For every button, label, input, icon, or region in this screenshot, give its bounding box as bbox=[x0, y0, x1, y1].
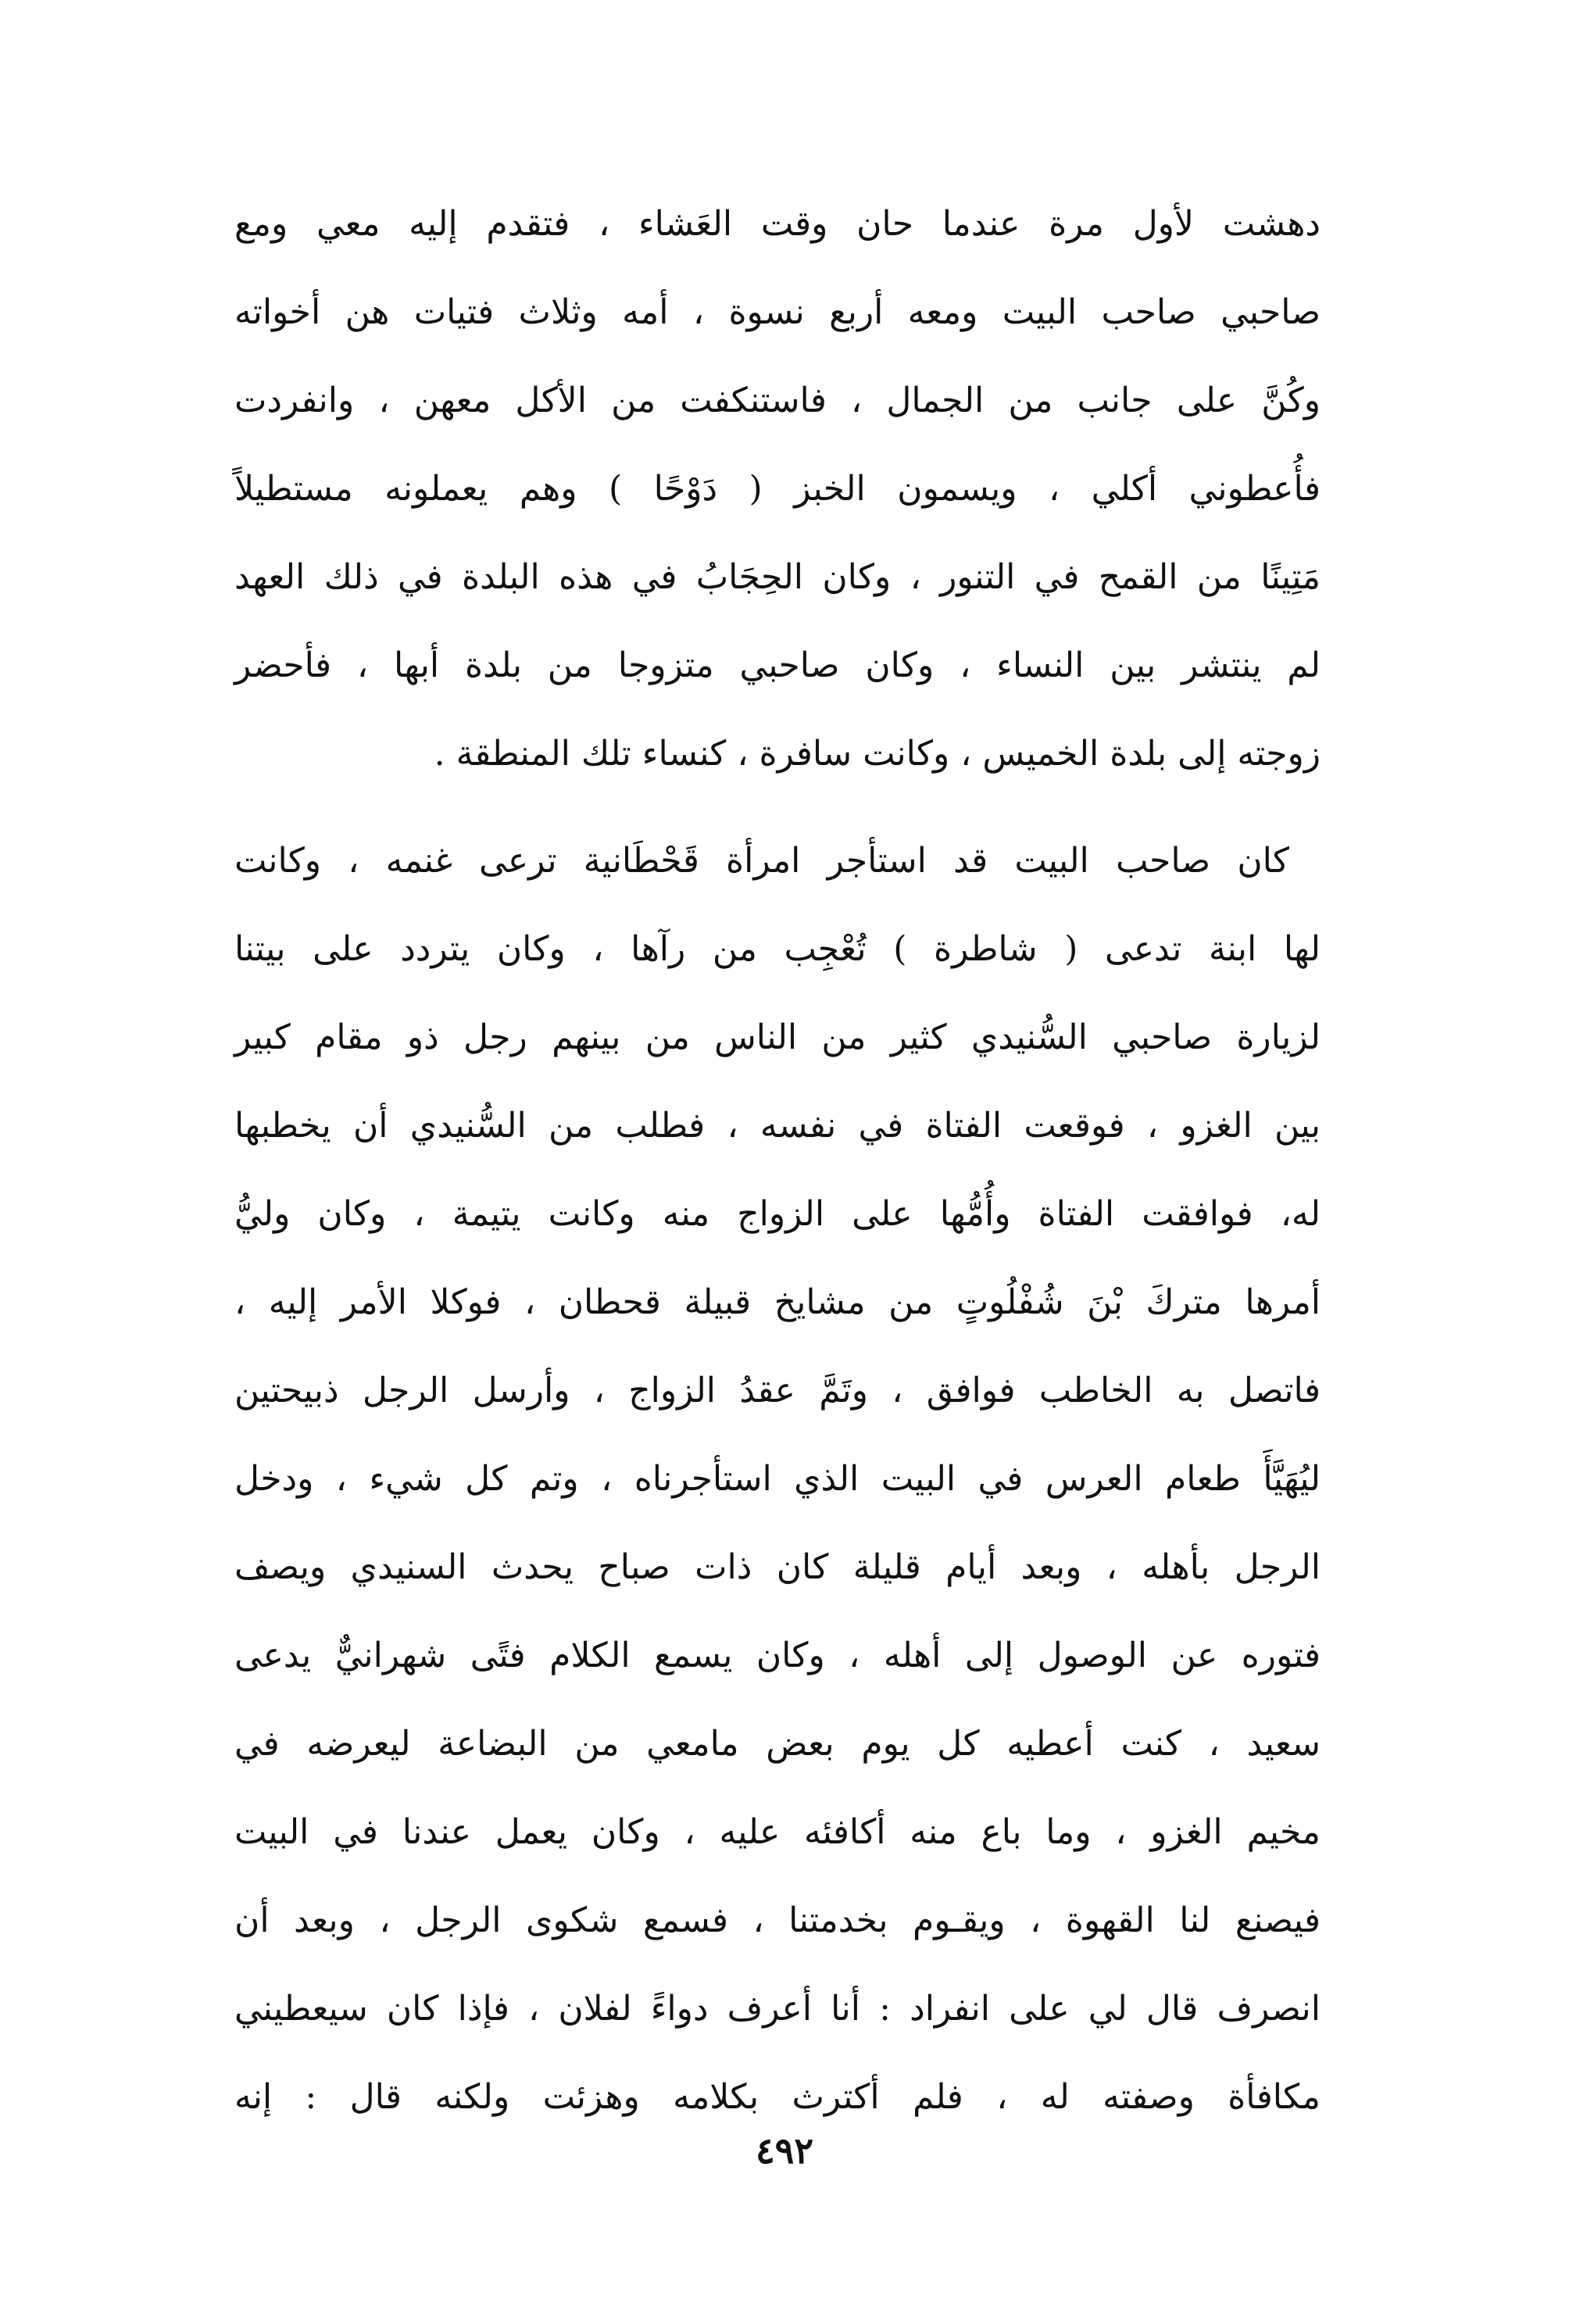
text-line: فاتصل به الخاطب فوافق ، وتَمَّ عقدُ الزواج ، وأرسل الرجل ذبيحتين bbox=[234, 1371, 1321, 1410]
text-line: سعيد ، كنت أعطيه كل يوم بعض مامعي من البضاعة ليعرضه في bbox=[234, 1724, 1321, 1764]
text-line: بين الغزو ، فوقعت الفتاة في نفسه ، فطلب من السُّنيدي أن يخطبها bbox=[234, 1106, 1321, 1146]
text-line: فأُعطوني أكلي ، ويسمون الخبز ( دَوْحًا ) وهم يعملونه مستطيلاً bbox=[234, 469, 1321, 509]
text-line: ليُهَيَّأَ طعام العرس في البيت الذي استأجرناه ، وتم كل شيء ، ودخل bbox=[234, 1459, 1321, 1499]
text-line: مكافأة وصفته له ، فلم أكترث بكلامه وهزئت ولكنه قال : إنه bbox=[234, 2077, 1321, 2117]
paragraph-1 bbox=[234, 180, 1321, 798]
text-line: مخيم الغزو ، وما باع منه أكافئه عليه ، وكان يعمل عندنا في البيت bbox=[234, 1812, 1321, 1852]
text-line: زوجته إلى بلدة الخميس ، وكانت سافرة ، كنساء تلك المنطقة . bbox=[434, 734, 1321, 774]
text-line: وكُنَّ على جانب من الجمال ، فاستنكفت من الأكل معهن ، وانفردت bbox=[234, 381, 1321, 420]
text-line: انصرف قال لي على انفراد : أنا أعرف دواءً لفلان ، فإذا كان سيعطيني bbox=[234, 1989, 1321, 2029]
text-line: لها ابنة تدعى ( شاطرة ) تُعْجِب من رآها ، وكان يتردد على بيتنا bbox=[234, 929, 1321, 969]
text-line: دهشت لأول مرة عندما حان وقت العَشاء ، فتقدم إليه معي ومع bbox=[234, 204, 1321, 244]
paragraph-2 bbox=[234, 817, 1321, 2141]
text-line: له، فوافقت الفتاة وأُمُّها على الزواج منه وكانت يتيمة ، وكان وليُّ bbox=[234, 1194, 1321, 1234]
text-line: أمرها متركَ بْنَ شُفْلُوتٍ من مشايخ قبيلة قحطان ، فوكلا الأمر إليه ، bbox=[234, 1282, 1321, 1322]
text-line: فيصنع لنا القهوة ، ويقـوم بخدمتنا ، فسمع شكوى الرجل ، وبعد أن bbox=[234, 1900, 1321, 1940]
text-line: فتوره عن الوصول إلى أهله ، وكان يسمع الكلام فتًى شهرانيٌّ يدعى bbox=[234, 1636, 1321, 1675]
text-line: صاحبي صاحب البيت ومعه أربع نسوة ، أمه وثلاث فتيات هن أخواته bbox=[234, 292, 1321, 332]
text-line: مَتِينًا من القمح في التنور ، وكان الحِجَابُ في هذه البلدة في ذلك العهد bbox=[234, 557, 1321, 597]
text-line: لزيارة صاحبي السُّنيدي كثير من الناس من بينهم رجل ذو مقام كبير bbox=[234, 1017, 1321, 1057]
text-line: كان صاحب البيت قد استأجر امرأة قَحْطَانية ترعى غنمه ، وكانت bbox=[234, 841, 1289, 881]
page-number: ٤٩٢ bbox=[755, 2129, 814, 2172]
text-line: لم ينتشر بين النساء ، وكان صاحبي متزوجا من بلدة أبها ، فأحضر bbox=[234, 645, 1321, 685]
text-line: الرجل بأهله ، وبعد أيام قليلة كان ذات صباح يحدث السنيدي ويصف bbox=[234, 1547, 1321, 1587]
